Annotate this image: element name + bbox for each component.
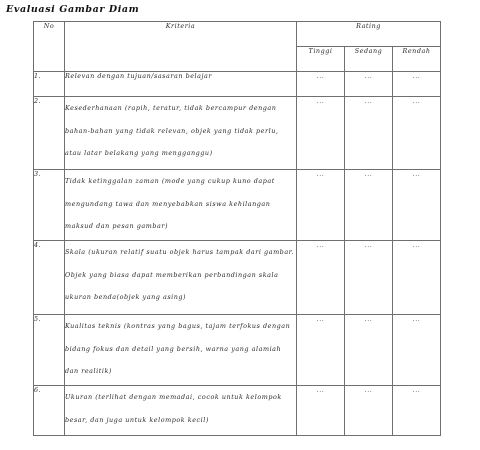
rating-rendah: ... bbox=[393, 72, 441, 97]
table-row bbox=[34, 72, 441, 97]
rating-rendah: ... bbox=[393, 241, 441, 315]
row-number: 4. bbox=[34, 241, 65, 315]
document-title: Evaluasi Gambar Diam bbox=[6, 4, 140, 15]
rating-rendah: ... bbox=[393, 97, 441, 170]
row-number: 3. bbox=[34, 170, 65, 241]
table-row bbox=[34, 97, 441, 170]
criteria-text: Tidak ketinggalan zaman (mode yang cukup kuno dapat mengundang tawa dan menyebabkan siswa kehilangan maksud dan pesan gambar) bbox=[65, 170, 297, 241]
header-tinggi: Tinggi bbox=[297, 47, 345, 72]
rating-sedang: ... bbox=[345, 97, 393, 170]
rating-tinggi: ... bbox=[297, 97, 345, 170]
rating-sedang: ... bbox=[345, 72, 393, 97]
rating-sedang: ... bbox=[345, 241, 393, 315]
header-rating: Rating bbox=[297, 22, 441, 47]
rating-tinggi: ... bbox=[297, 241, 345, 315]
rating-tinggi: ... bbox=[297, 72, 345, 97]
table-row bbox=[34, 315, 441, 386]
rating-tinggi: ... bbox=[297, 315, 345, 386]
criteria-text: Kualitas teknis (kontras yang bagus, tajam terfokus dengan bidang fokus dan detail yang bersih, warna yang alamiah dan realitik) bbox=[65, 315, 297, 386]
table-row bbox=[34, 241, 441, 315]
rating-rendah: ... bbox=[393, 170, 441, 241]
criteria-text: Ukuran (terlihat dengan memadai, cocok untuk kelompok besar, dan juga untuk kelompok kecil) bbox=[65, 386, 297, 436]
rating-sedang: ... bbox=[345, 170, 393, 241]
rating-sedang: ... bbox=[345, 315, 393, 386]
row-number: 2. bbox=[34, 97, 65, 170]
criteria-text: Relevan dengan tujuan/sasaran belajar bbox=[65, 72, 297, 97]
row-number: 6. bbox=[34, 386, 65, 436]
header-rendah: Rendah bbox=[393, 47, 441, 72]
rating-rendah: ... bbox=[393, 315, 441, 386]
criteria-text: Skala (ukuran relatif suatu objek harus tampak dari gambar. Objek yang biasa dapat memberikan perbandingan skala ukuran benda(objek yang asing) bbox=[65, 241, 297, 315]
rating-sedang: ... bbox=[345, 386, 393, 436]
rating-tinggi: ... bbox=[297, 386, 345, 436]
rating-rendah: ... bbox=[393, 386, 441, 436]
header-sedang: Sedang bbox=[345, 47, 393, 72]
rating-tinggi: ... bbox=[297, 170, 345, 241]
table-row bbox=[34, 170, 441, 241]
header-no: No bbox=[34, 22, 65, 72]
evaluation-table bbox=[33, 21, 441, 436]
row-number: 1. bbox=[34, 72, 65, 97]
criteria-text: Kesederhanaan (rapih, teratur, tidak bercampur dengan bahan-bahan yang tidak relevan, objek yang tidak perlu, atau latar belakang yang mengganggu) bbox=[65, 97, 297, 170]
header-kriteria: Kriteria bbox=[65, 22, 297, 72]
table-row bbox=[34, 386, 441, 436]
row-number: 5. bbox=[34, 315, 65, 386]
